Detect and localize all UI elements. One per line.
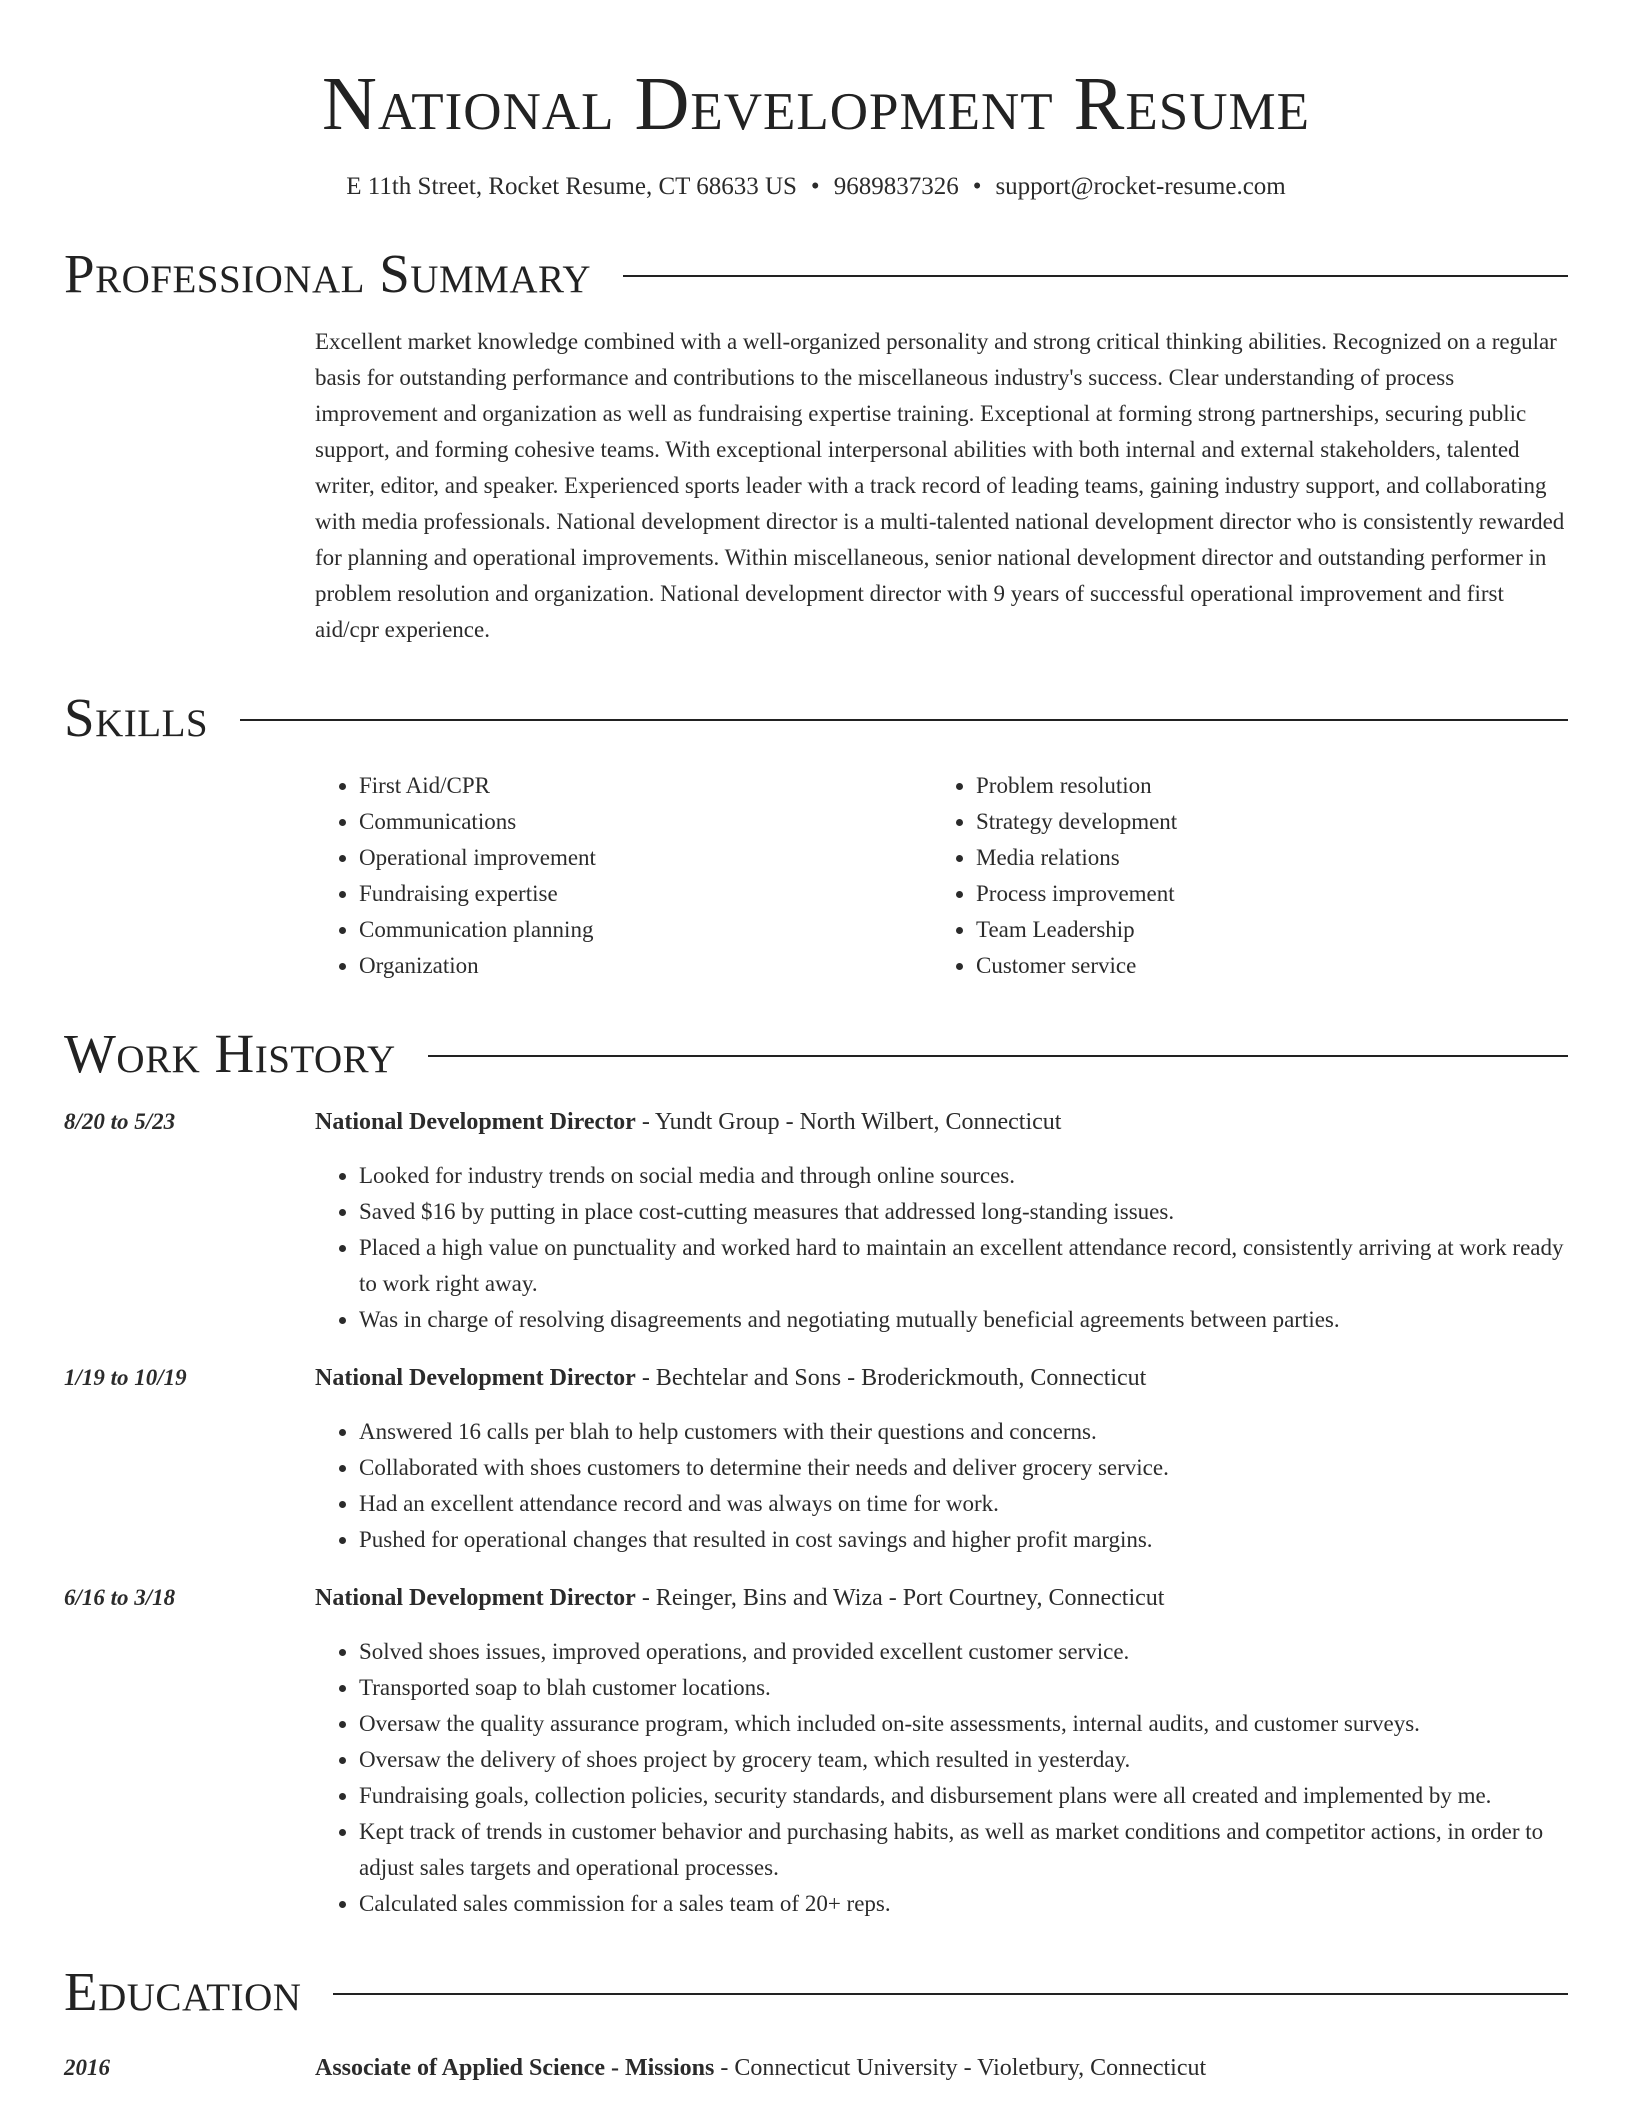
education-entry — [64, 2050, 1568, 2086]
section-summary-header — [64, 242, 1568, 306]
section-education-header — [64, 1960, 1568, 2024]
skill-item: • Strategy development — [976, 804, 1549, 840]
job-body — [315, 1580, 1568, 1922]
section-skills-header — [64, 686, 1568, 750]
education-heading — [315, 2050, 1206, 2086]
job-bullet: • Was in charge of resolving disagreements and negotiating mutually beneficial agreements between parties. — [359, 1302, 1568, 1338]
skill-item: • Customer service — [976, 948, 1549, 984]
job-title: National Development Director — [315, 1585, 636, 1611]
skill-item: • Problem resolution — [976, 768, 1549, 804]
summary-text: Excellent market knowledge combined with a well-organized personality and strong critical thinking abilities. Recognized on a regular basis for outstanding performance and contributions to the miscellaneous industry's success. Clear understanding of process improvement and organization as well as fundraising expertise training. Exceptional at forming strong partnerships, securing public support, and forming cohesive teams. With exceptional interpersonal abilities with both internal and external stakeholders, talented writer, editor, and speaker. Experienced sports leader with a track record of leading teams, gaining industry support, and collaborating with media professionals. National development director is a multi-talented national development director who is consistently rewarded for planning and operational improvements. Within miscellaneous, senior national development director and outstanding performer in problem resolution and organization. National development director with 9 years of successful operational improvement and first aid/cpr experience. — [315, 329, 1565, 642]
job-date: 1/19 to 10/19 — [64, 1365, 187, 1390]
skills-list-right — [932, 768, 1549, 984]
job-entry — [64, 1360, 1568, 1558]
address: E 11th Street, Rocket Resume, CT 68633 US — [346, 173, 797, 200]
section-heading: Education — [64, 1961, 302, 2022]
separator: • — [972, 173, 982, 200]
degree: Associate of Applied Science — [315, 2055, 605, 2081]
contact-line — [64, 170, 1568, 204]
job-employer: - Bechtelar and Sons - Broderickmouth, Connecticut — [635, 1365, 1147, 1391]
education-date: 2016 — [64, 2055, 110, 2080]
job-bullet: • Pushed for operational changes that resulted in cost savings and higher profit margins. — [359, 1522, 1568, 1558]
section-heading: Skills — [64, 687, 209, 748]
skill-item: • Process improvement — [976, 876, 1549, 912]
section-divider — [623, 275, 1568, 277]
section-heading: Professional Summary — [64, 243, 592, 304]
skill-item: • Media relations — [976, 840, 1549, 876]
job-bullet: • Calculated sales commission for a sales team of 20+ reps. — [359, 1886, 1568, 1922]
job-date: 6/16 to 3/18 — [64, 1585, 176, 1610]
school: - Connecticut University - Violetbury, Connecticut — [714, 2055, 1207, 2081]
skill-item: • Operational improvement — [359, 840, 932, 876]
skill-item: • Team Leadership — [976, 912, 1549, 948]
job-employer: - Reinger, Bins and Wiza - Port Courtney, Connecticut — [635, 1585, 1165, 1611]
job-employer: - Yundt Group - North Wilbert, Connecticut — [635, 1109, 1062, 1135]
job-bullet: • Transported soap to blah customer locations. — [359, 1670, 1568, 1706]
job-date: 8/20 to 5/23 — [64, 1109, 176, 1134]
resume-title: National Development Resume — [321, 62, 1310, 146]
job-bullets — [315, 1634, 1568, 1922]
skill-item: • Fundraising expertise — [359, 876, 932, 912]
job-bullet: • Placed a high value on punctuality and worked hard to maintain an excellent attendance record, consistently arriving at work ready to work right away. — [359, 1230, 1568, 1302]
job-bullet: • Oversaw the delivery of shoes project by grocery team, which resulted in yesterday. — [359, 1742, 1568, 1778]
section-divider — [240, 719, 1568, 721]
skill-item: • Communications — [359, 804, 932, 840]
separator: • — [810, 173, 820, 200]
job-bullet: • Solved shoes issues, improved operations, and provided excellent customer service. — [359, 1634, 1568, 1670]
job-entry — [64, 1104, 1568, 1338]
job-heading — [315, 1360, 1568, 1396]
field-of-study: Missions — [624, 2055, 715, 2081]
skills-list-left — [315, 768, 932, 984]
job-body — [315, 1360, 1568, 1558]
job-title: National Development Director — [315, 1109, 636, 1135]
section-divider — [333, 1993, 1568, 1995]
skill-item: • Communication planning — [359, 912, 932, 948]
resume-page — [64, 0, 1568, 2086]
job-bullet: • Looked for industry trends on social media and through online sources. — [359, 1158, 1568, 1194]
skills-grid — [315, 768, 1568, 984]
job-entry — [64, 1580, 1568, 1922]
section-heading: Work History — [64, 1023, 396, 1084]
skill-item: • First Aid/CPR — [359, 768, 932, 804]
job-bullets — [315, 1414, 1568, 1558]
job-body — [315, 1104, 1568, 1338]
job-bullet: • Collaborated with shoes customers to determine their needs and deliver grocery service. — [359, 1450, 1568, 1486]
job-bullet: • Kept track of trends in customer behavior and purchasing habits, as well as market conditions and competitor actions, in order to adjust sales targets and operational processes. — [359, 1814, 1568, 1886]
education-list — [64, 2050, 1568, 2086]
job-bullet: • Oversaw the quality assurance program, which included on-site assessments, internal audits, and customer surveys. — [359, 1706, 1568, 1742]
job-title: National Development Director — [315, 1365, 636, 1391]
section-divider — [428, 1055, 1568, 1057]
phone: 9689837326 — [833, 173, 959, 200]
job-bullet: • Saved $16 by putting in place cost-cutting measures that addressed long-standing issues. — [359, 1194, 1568, 1230]
job-bullets — [315, 1158, 1568, 1338]
job-bullet: • Had an excellent attendance record and was always on time for work. — [359, 1486, 1568, 1522]
email: support@rocket-resume.com — [995, 173, 1286, 200]
job-bullet: • Fundraising goals, collection policies, security standards, and disbursement plans were all created and implemented by me. — [359, 1778, 1568, 1814]
section-work-header — [64, 1022, 1568, 1086]
skill-item: • Organization — [359, 948, 932, 984]
job-heading — [315, 1104, 1568, 1140]
degree-separator: - — [604, 2055, 625, 2081]
job-heading — [315, 1580, 1568, 1616]
job-bullet: • Answered 16 calls per blah to help customers with their questions and concerns. — [359, 1414, 1568, 1450]
work-history-list — [64, 1104, 1568, 1922]
